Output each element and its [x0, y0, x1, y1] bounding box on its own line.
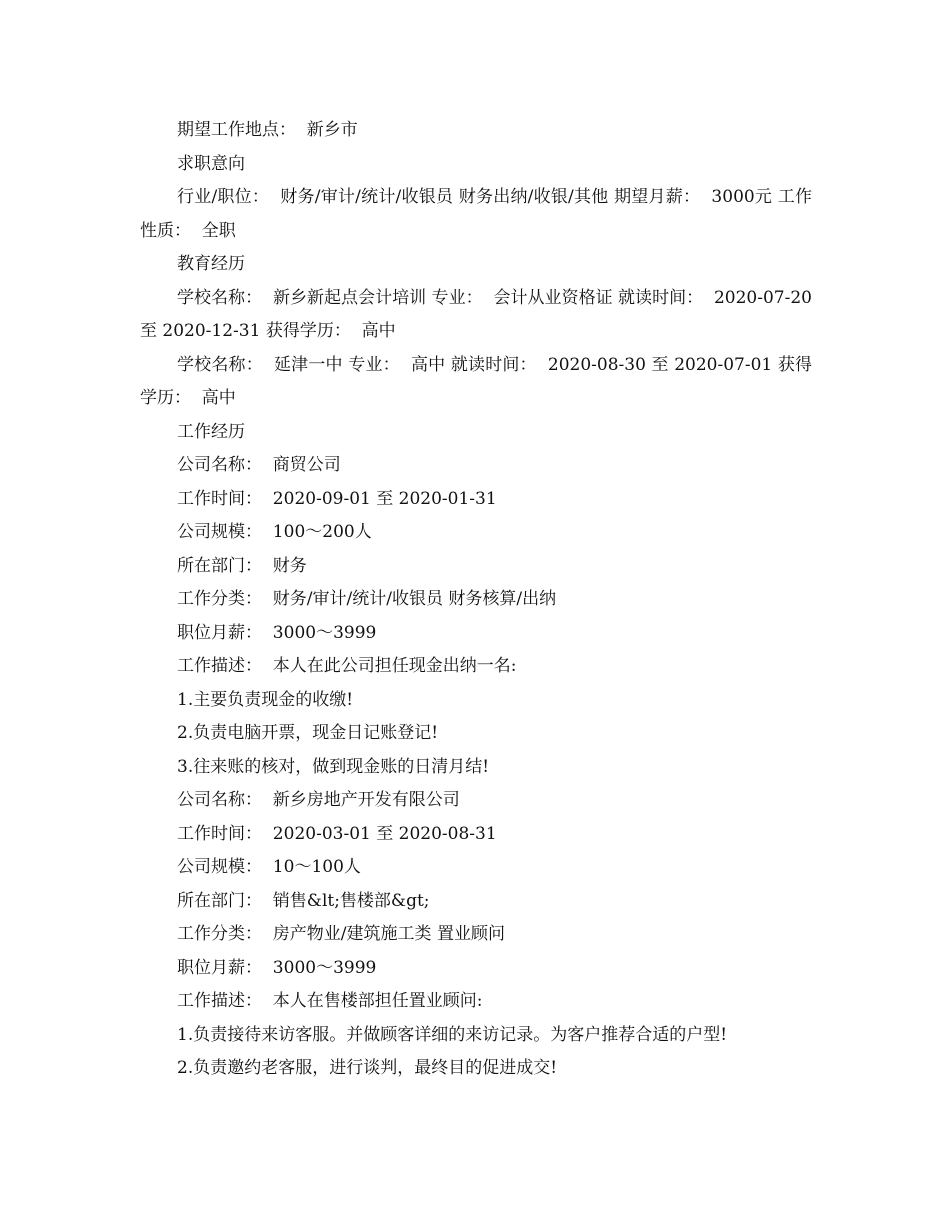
job1-duty-2: 2.负责电脑开票，现金日记账登记!: [177, 723, 439, 743]
job1-duty-1: 1.主要负责现金的收缴!: [177, 689, 354, 710]
education-entry-2: 学校名称： 延津一中 专业： 高中 就读时间： 2020-08-30 至 2020-07-01 获得学历： 高中: [140, 354, 812, 408]
job1-work-period: 工作时间： 2020-09-01 至 2020-01-31: [177, 488, 497, 509]
expected-location-line: 期望工作地点： 新乡市: [177, 120, 358, 140]
job1-company-size: 公司规模： 100～200人: [177, 522, 372, 542]
job2-salary: 职位月薪： 3000～3999: [177, 957, 377, 978]
job2-company-size: 公司规模： 10～100人: [177, 857, 361, 877]
job1-company-name: 公司名称： 商贸公司: [177, 455, 341, 475]
job-intention-heading: 求职意向: [177, 153, 245, 174]
job2-duty-1: 1.负责接待来访客服。并做顾客详细的来访记录。为客户推荐合适的户型!: [177, 1024, 728, 1045]
work-experience-heading: 工作经历: [177, 421, 245, 442]
job1-description: 工作描述： 本人在此公司担任现金出纳一名:: [177, 656, 517, 676]
resume-page: [140, 114, 818, 1086]
job2-category: 工作分类： 房产物业/建筑施工类 置业顾问: [177, 924, 505, 944]
job2-duty-2: 2.负责邀约老客服，进行谈判，最终目的促进成交!: [177, 1058, 558, 1078]
job2-work-period: 工作时间： 2020-03-01 至 2020-08-31: [177, 823, 497, 844]
education-entry-1: 学校名称： 新乡新起点会计培训 专业： 会计从业资格证 就读时间： 2020-07-20 至 2020-12-31 获得学历： 高中: [140, 287, 818, 341]
job1-category: 工作分类： 财务/审计/统计/收银员 财务核算/出纳: [177, 589, 557, 609]
job1-duty-3: 3.往来账的核对，做到现金账的日清月结!: [177, 756, 490, 777]
education-heading: 教育经历: [177, 254, 245, 274]
job1-department: 所在部门： 财务: [177, 555, 307, 576]
job2-description: 工作描述： 本人在售楼部担任置业顾问:: [177, 991, 483, 1011]
job2-department: 所在部门： 销售&lt;售楼部&gt;: [177, 890, 430, 911]
industry-position-line: 行业/职位： 财务/审计/统计/收银员 财务出纳/收银/其他 期望月薪： 3000元 工作性质： 全职: [140, 187, 812, 241]
job1-salary: 职位月薪： 3000～3999: [177, 622, 377, 643]
job2-company-name: 公司名称： 新乡房地产开发有限公司: [177, 790, 460, 810]
